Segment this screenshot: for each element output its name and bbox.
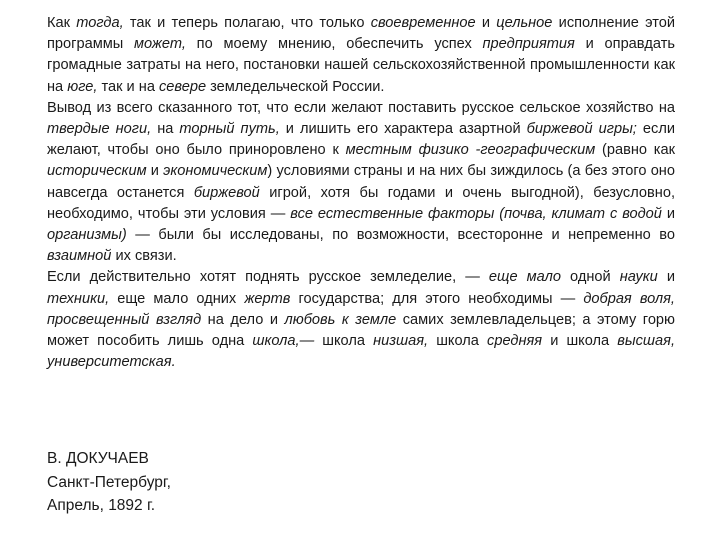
text-run: так и теперь полагаю, что только [123,15,371,31]
text-run: Как [47,15,77,31]
emphasis-text: техники, [47,290,110,307]
text-run: земледельческой России. [206,78,385,95]
emphasis-text: экономическим [163,163,268,180]
emphasis-text: севере [159,78,207,95]
paragraph-school [47,267,675,373]
emphasis-text: низшая, [373,333,429,350]
paragraph-conditions [47,98,675,268]
emphasis-text: предприятия [482,36,575,53]
emphasis-text: историческим [47,163,147,180]
emphasis-text: еще мало [488,269,561,286]
text-run: их связи. [111,248,177,265]
emphasis-text: добрая воля, просвещенный взгляд [47,290,675,328]
text-run: школа [314,333,374,350]
emphasis-text: торный путь, [179,121,280,138]
paragraph-conclusion [47,13,675,98]
text-run: игрой, хотя бы годами и очень выгодной), безусловно, необходимо, чтобы эти условия — [47,184,676,222]
signature-block [47,447,171,518]
text-run: так и на [97,78,159,95]
emphasis-text: своевременное [370,15,476,31]
text-run: если желают, чтобы оно было приноровлено к [47,121,675,159]
emphasis-text: цельное [496,15,553,31]
text-run: исполнение этой программы [47,15,675,53]
text-run: и [475,15,497,31]
author-name: В. ДОКУЧАЕВ [47,450,149,467]
emphasis-text: биржевой игры; [526,121,637,138]
text-run: и оправдать громадные затраты на него, постановки нашей сельскохозяйственной промышленности как на [47,36,675,95]
emphasis-text: все естественные факторы (почва, климат с водой [290,205,662,222]
emphasis-text: жертв [244,290,291,307]
place-line: Санкт-Петербург, [47,473,171,491]
text-run: (равно как [595,142,675,159]
text-run: еще мало одних [109,290,245,307]
text-run: и школа [542,333,618,350]
emphasis-text: любовь к земле [284,311,397,328]
emphasis-text: высшая, университетская. [47,333,676,371]
text-run: одной [560,269,620,286]
text-run: на [151,121,180,138]
text-run: по моему мнению, обеспечить успех [185,36,483,53]
emphasis-text: организмы) [47,227,127,244]
text-run: и [661,205,675,222]
emphasis-text: тогда, [76,15,124,31]
emphasis-text: местным физико -географическим [345,142,596,159]
text-run: Если действительно хотят поднять русское земледелие, — [47,269,489,286]
emphasis-text: юге, [67,78,98,95]
emphasis-text: твердые ноги, [47,121,152,138]
text-run: и [146,163,164,180]
emphasis-text: взаимной [47,248,112,265]
emphasis-text: биржевой [193,184,260,201]
body-text [47,13,675,373]
text-run: на дело и [201,311,285,328]
emphasis-text: средняя [487,333,543,350]
text-run: и лишить его характера азартной [279,121,527,138]
text-run: государства; для этого необходимы — [290,290,584,307]
text-run: Вывод из всего сказанного тот, что если желают поставить русское сельское хозяйство на [47,99,675,116]
text-run: и [657,269,675,286]
date-line: Апрель, 1892 г. [47,497,156,514]
emphasis-text: может, [134,36,186,53]
text-run: школа [428,333,488,350]
emphasis-text: школа,— [252,333,315,350]
text-run: ) условиями страны и на них бы зиждилось (а без этого оно навсегда останется [47,163,675,201]
text-run: самих землевладельцев; а этому горю может пособить лишь одна [47,311,675,350]
text-run: — были бы исследованы, по возможности, всесторонне и непременно во [126,227,675,244]
emphasis-text: науки [619,269,658,286]
